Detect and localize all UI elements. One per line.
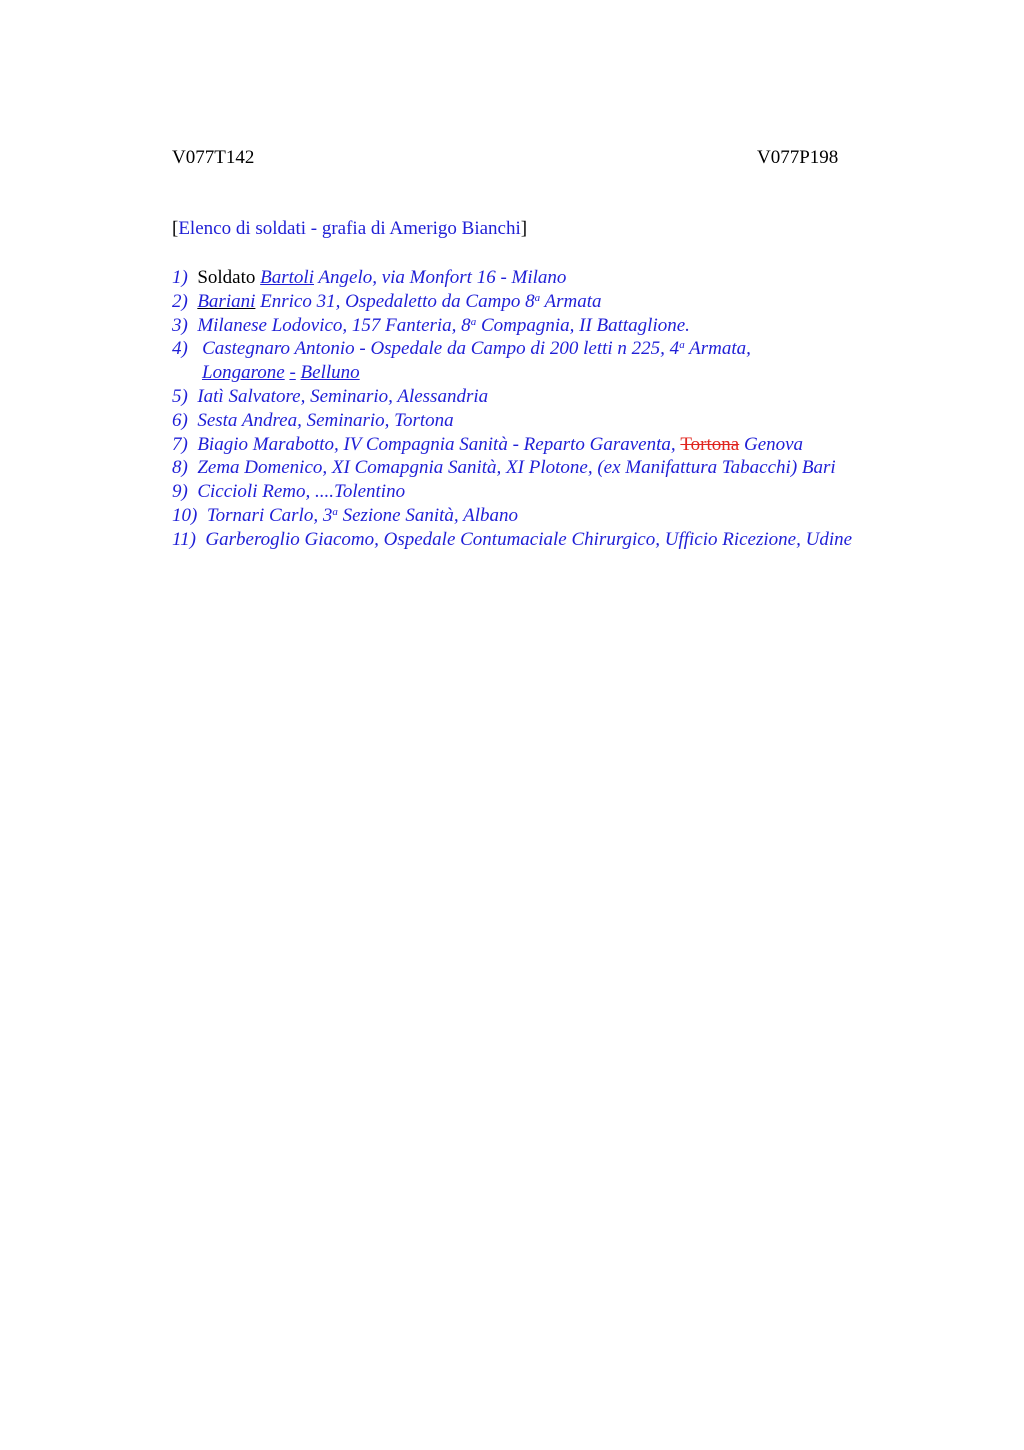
title-open-bracket: [ [172, 218, 179, 239]
list-item [172, 314, 972, 338]
item-struck-text: Tortona [680, 433, 740, 455]
item-text: Sesta Andrea, Seminario, Tortona [197, 409, 454, 431]
item-superscript: a [679, 339, 685, 352]
item-text-after: Genova [743, 433, 804, 455]
item-number: 4) [172, 338, 188, 360]
item-text: Milanese Lodovico, 157 Fanteria, 8 [197, 314, 471, 336]
item-underlined-place: Longarone [202, 362, 285, 384]
item-text: Garberoglio Giacomo, Ospedale Contumaciale Chirurgico, Ufficio Ricezione, Udine [205, 528, 853, 550]
item-number: 7) [172, 433, 188, 455]
list-item [172, 456, 972, 480]
item-underlined-place: Belluno [300, 362, 360, 384]
item-number: 3) [172, 314, 188, 336]
document-title [172, 218, 527, 240]
item-text: Ciccioli Remo, ....Tolentino [197, 481, 406, 503]
list-item [172, 504, 972, 528]
item-text: Castegnaro Antonio - Ospedale da Campo di 200 letti n 225, 4 [202, 338, 680, 360]
item-number: 1) [172, 267, 188, 288]
list-item [172, 266, 972, 290]
item-text-after: Armata [544, 290, 602, 312]
list-item [172, 528, 972, 552]
document-code-right: V077P198 [757, 147, 839, 168]
item-number: 8) [172, 457, 188, 479]
item-text: Tornari Carlo, 3 [206, 504, 333, 526]
item-superscript: a [332, 505, 338, 518]
item-text: Enrico 31, Ospedaletto da Campo 8 [260, 290, 535, 312]
item-number: 9) [172, 481, 188, 503]
item-number: 11) [172, 528, 196, 550]
item-number: 2) [172, 290, 188, 312]
item-underlined-name: Bartoli [260, 267, 314, 288]
list-item [172, 385, 972, 409]
item-separator: - [289, 362, 296, 384]
item-number: 10) [172, 504, 198, 526]
list-item [172, 337, 972, 361]
list-item-continuation [172, 361, 972, 385]
title-text: Elenco di soldati - grafia di Amerigo Bianchi [178, 218, 521, 239]
item-text-after: Armata, [689, 338, 751, 360]
title-close-bracket: ] [520, 218, 528, 239]
item-text: Zema Domenico, XI Comapgnia Sanità, XI Plotone, (ex Manifattura Tabacchi) Bari [197, 457, 836, 479]
item-underlined-name: Bariani [197, 290, 256, 312]
item-prefix: Soldato [197, 267, 256, 288]
item-text: Iatì Salvatore, Seminario, Alessandria [197, 385, 489, 407]
item-text: Angelo, via Monfort 16 - Milano [318, 267, 567, 288]
item-text: Biagio Marabotto, IV Compagnia Sanità - Reparto Garaventa, [197, 433, 676, 455]
document-code-left: V077T142 [172, 147, 255, 168]
item-text-after: Compagnia, II Battaglione. [480, 314, 690, 336]
list-item [172, 480, 972, 504]
soldier-list [172, 266, 972, 552]
list-item [172, 433, 972, 457]
item-superscript: a [534, 291, 541, 304]
list-item [172, 290, 972, 314]
item-number: 5) [172, 385, 188, 407]
list-item [172, 409, 972, 433]
item-text-after: Sezione Sanità, Albano [342, 504, 518, 526]
item-superscript: a [470, 315, 477, 328]
item-number: 6) [172, 409, 188, 431]
